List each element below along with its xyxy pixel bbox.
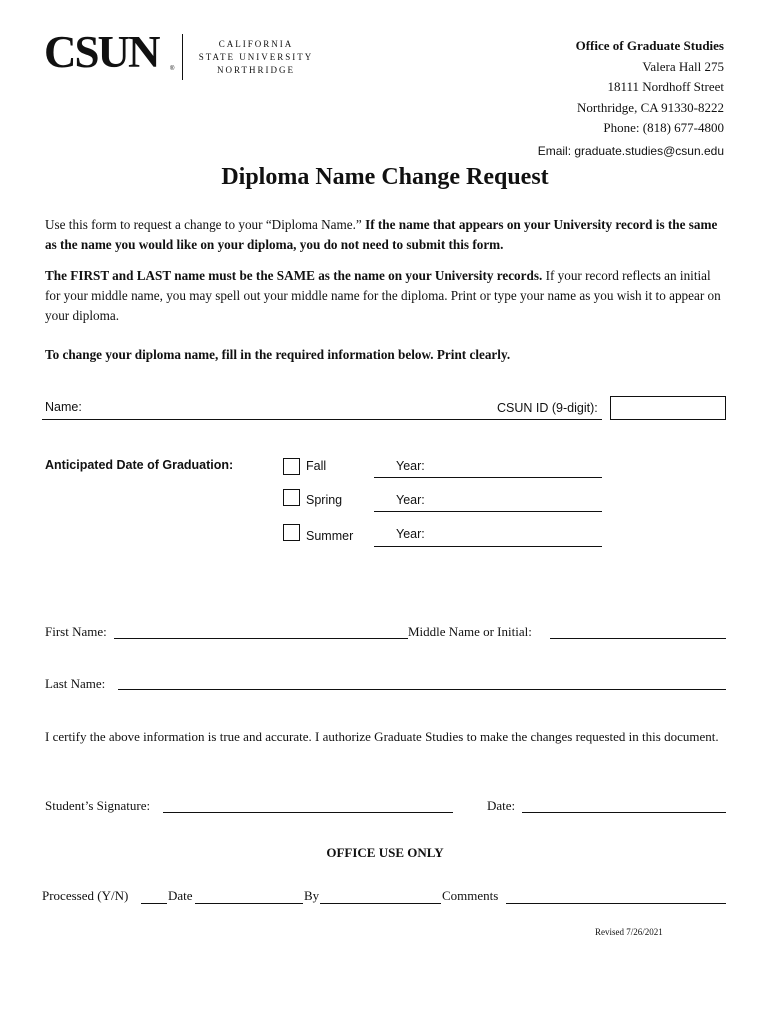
certify-text: I certify the above information is true and accurate. I authorize Graduate Studies to make the changes requested in this document. [45, 729, 719, 744]
processed-label: Processed (Y/N) [42, 888, 129, 903]
form-title: Diploma Name Change Request [221, 164, 549, 190]
signature-label: Student’s Signature: [45, 798, 151, 813]
first-name-label: First Name: [45, 624, 107, 639]
spring-label: Spring [306, 493, 343, 507]
logo-subtitle-line3: NORTHRIDGE [217, 65, 295, 75]
office-date-line[interactable] [195, 903, 303, 904]
rules-text: If your record reflects an initial for your middle name, you may spell out your middle name for the diploma. Print or type your name as you wish it to appear on your diploma. [45, 268, 721, 323]
name-label: Name: [45, 400, 82, 414]
graduation-label: Anticipated Date of Graduation: [45, 458, 234, 472]
fall-label: Fall [306, 459, 327, 473]
middle-name-line[interactable] [550, 638, 726, 639]
spring-checkbox[interactable] [283, 489, 300, 506]
fall-year-line[interactable] [374, 477, 602, 478]
intro-text: Use this form to request a change to your “Diploma Name.” [45, 217, 366, 232]
logo-subtitle-line1: CALIFORNIA [218, 39, 294, 49]
office-building: Valera Hall 275 [642, 58, 724, 74]
logo-subtitle-line2: STATE UNIVERSITY [198, 52, 314, 62]
office-address-block [538, 36, 724, 161]
csun-id-input-box[interactable] [610, 396, 726, 420]
rules-paragraph [45, 266, 725, 326]
office-phone: Phone: (818) 677-4800 [603, 120, 724, 135]
summer-year-label: Year: [396, 527, 425, 541]
office-email: Email: graduate.studies@csun.edu [537, 143, 724, 158]
last-name-line[interactable] [118, 689, 726, 690]
date-line[interactable] [522, 812, 726, 813]
logo-trademark: ® [170, 66, 175, 72]
csun-id-label: CSUN ID (9-digit): [497, 401, 598, 415]
by-line[interactable] [320, 903, 441, 904]
signature-line[interactable] [163, 812, 453, 813]
middle-name-label: Middle Name or Initial: [408, 624, 532, 639]
office-city: Northridge, CA 91330-8222 [577, 99, 724, 115]
office-date-label: Date [168, 888, 193, 903]
processed-line[interactable] [141, 903, 167, 904]
csun-logo-wordmark: CSUN [44, 27, 159, 77]
spring-year-label: Year: [396, 493, 425, 507]
rules-bold-text: The FIRST and LAST name must be the SAME as the name on your University records. [45, 268, 543, 283]
logo-subtitle [193, 38, 319, 77]
last-name-label: Last Name: [45, 676, 106, 691]
logo-divider [182, 34, 183, 80]
instruction-text: To change your diploma name, fill in the required information below. Print clearly. [45, 347, 511, 362]
comments-label: Comments [442, 888, 499, 903]
office-title: Office of Graduate Studies [575, 38, 724, 53]
fall-checkbox[interactable] [283, 458, 300, 475]
revised-date: Revised 7/26/2021 [595, 927, 663, 937]
summer-checkbox[interactable] [283, 524, 300, 541]
date-label: Date: [487, 798, 516, 813]
intro-bold-text: If the name that appears on your University record is the same as the name you would like on your diploma, you do not need to submit this form. [45, 217, 718, 252]
fall-year-label: Year: [396, 459, 425, 473]
office-use-title: OFFICE USE ONLY [326, 845, 444, 860]
by-label: By [304, 888, 320, 903]
intro-paragraph [45, 215, 725, 255]
name-input-line[interactable] [42, 419, 602, 420]
summer-year-line[interactable] [374, 546, 602, 547]
first-name-line[interactable] [114, 638, 408, 639]
summer-label: Summer [306, 529, 354, 543]
spring-year-line[interactable] [374, 511, 602, 512]
office-street: 18111 Nordhoff Street [607, 79, 724, 94]
comments-line[interactable] [506, 903, 726, 904]
